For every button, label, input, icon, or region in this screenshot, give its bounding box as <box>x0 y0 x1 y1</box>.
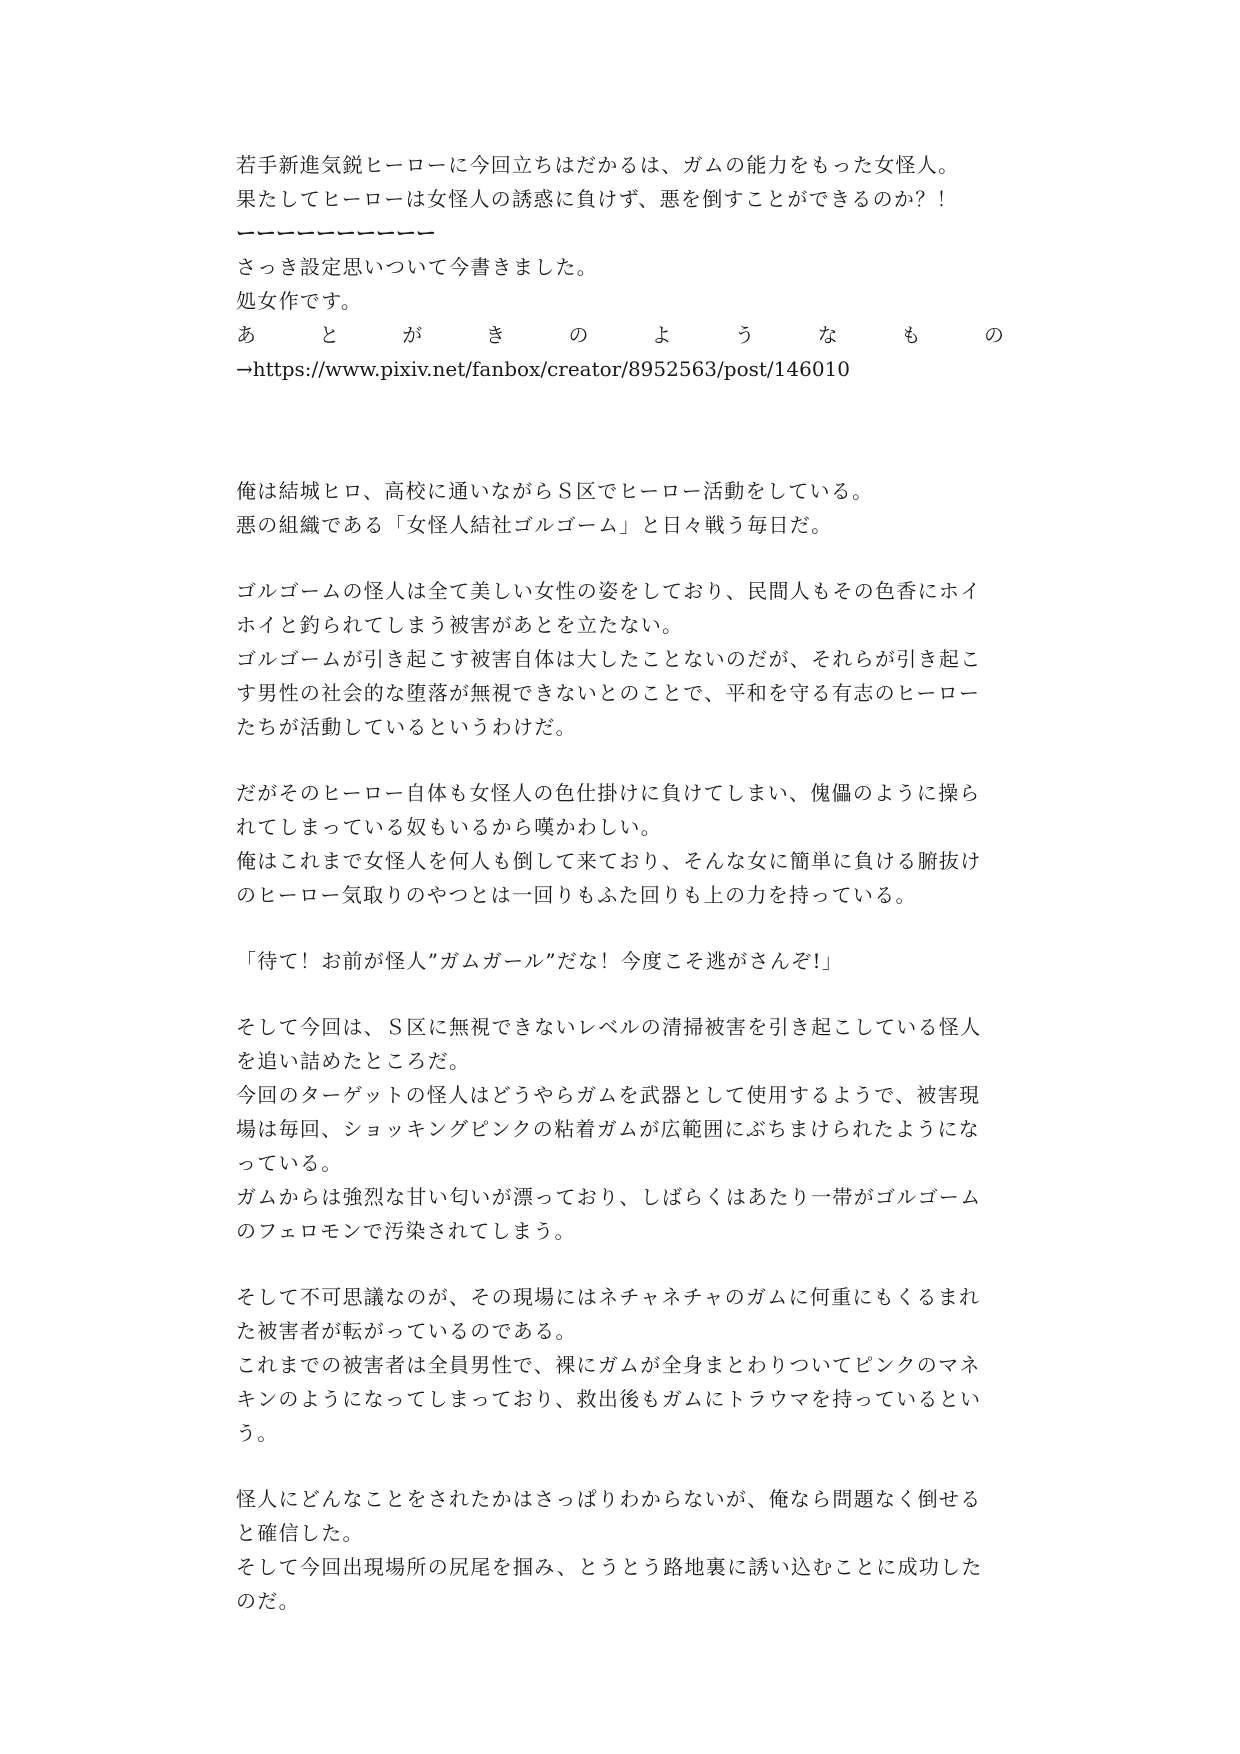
afterword-char: あ <box>236 323 256 347</box>
text-line: のヒーロー気取りのやつとは一回りもふた回りも上の力を持っている。 <box>236 883 917 907</box>
synopsis-line: 果たしてヒーローは女怪人の誘惑に負けず、悪を倒すことができるのか？！ <box>236 187 958 211</box>
text-line: そして今回は、Ｓ区に無視できないレベルの清掃被害を引き起こしている怪人 <box>236 1015 982 1039</box>
synopsis-line: 若手新進気鋭ヒーローに今回立ちはだかるは、ガムの能力をもった女怪人。 <box>236 153 960 177</box>
author-note-line: さっき設定思いついて今書きました。 <box>236 255 599 279</box>
dialogue-line: 「待て！お前が怪人”ガムガール”だな！今度こそ逃がさんぞ!」 <box>236 949 844 973</box>
text-line: そして今回出現場所の尻尾を掴み、とうとう路地裏に誘い込むことに成功した <box>236 1555 983 1579</box>
afterword-link[interactable]: →https://www.pixiv.net/fanbox/creator/8952563/post/146010 <box>236 357 850 381</box>
text-line: キンのようになってしまっており、救出後もガムにトラウマを持っているとい <box>236 1387 982 1411</box>
afterword-label <box>236 318 1006 352</box>
text-line: そして不可思議なのが、その現場にはネチャネチャのガムに何重にもくるまれ <box>236 1285 981 1309</box>
preface-section <box>236 148 1006 386</box>
text-line: だがそのヒーロー自体も女怪人の色仕掛けに負けてしまい、傀儡のように操ら <box>236 781 981 805</box>
text-line: 悪の組織である「女怪人結社ゴルゴーム」と日々戦う毎日だ。 <box>236 513 833 537</box>
text-line: と確信した。 <box>236 1521 364 1545</box>
text-line: 場は毎回、ショッキングピンクの粘着ガムが広範囲にぶちまけられたようにな <box>236 1117 981 1141</box>
afterword-char: よ <box>651 323 672 347</box>
afterword-char: と <box>319 323 340 347</box>
divider-line: ーーーーーーーーーー <box>236 221 436 245</box>
afterword-char: う <box>734 323 755 347</box>
paragraph <box>236 574 1006 744</box>
dialogue-paragraph <box>236 944 1006 978</box>
text-line: ゴルゴームが引き起こす被害自体は大したことないのだが、それらが引き起こ <box>236 647 982 671</box>
paragraph <box>236 1010 1006 1248</box>
text-line: ガムからは強烈な甘い匂いが漂っており、しばらくはあたり一帯がゴルゴーム <box>236 1185 982 1209</box>
text-line: のだ。 <box>236 1589 300 1613</box>
paragraph <box>236 776 1006 912</box>
text-line: たちが活動しているというわけだ。 <box>236 715 577 739</box>
text-line: ゴルゴームの怪人は全て美しい女性の姿をしており、民間人もその色香にホイ <box>236 579 982 603</box>
afterword-char: も <box>900 323 921 347</box>
text-line: た被害者が転がっているのである。 <box>236 1319 577 1343</box>
text-line: 怪人にどんなことをされたかはさっぱりわからないが、俺なら問題なく倒せる <box>236 1487 982 1511</box>
paragraph <box>236 474 1006 542</box>
text-line: っている。 <box>236 1151 343 1175</box>
afterword-char: の <box>568 323 589 347</box>
story-body <box>236 474 1006 1618</box>
author-note-line: 処女作です。 <box>236 289 363 313</box>
text-line: 今回のターゲットの怪人はどうやらガムを武器として使用するようで、被害現 <box>236 1083 981 1107</box>
text-line: れてしまっている奴もいるから嘆かわしい。 <box>236 815 662 839</box>
text-line: ホイと釣られてしまう被害があとを立たない。 <box>236 613 684 637</box>
afterword-char: が <box>402 323 423 347</box>
afterword-char: き <box>485 323 506 347</box>
text-line: のフェロモンで汚染されてしまう。 <box>236 1219 576 1243</box>
text-line: 俺はこれまで女怪人を何人も倒して来ており、そんな女に簡単に負ける腑抜け <box>236 849 982 873</box>
text-line: 俺は結城ヒロ、高校に通いながらＳ区でヒーロー活動をしている。 <box>236 479 874 503</box>
text-line: う。 <box>236 1421 279 1445</box>
text-line: これまでの被害者は全員男性で、裸にガムが全身まとわりついてピンクのマネ <box>236 1353 981 1377</box>
afterword-char: な <box>817 323 838 347</box>
text-line: を追い詰めたところだ。 <box>236 1049 471 1073</box>
paragraph <box>236 1482 1006 1618</box>
text-line: す男性の社会的な堕落が無視できないとのことで、平和を守る有志のヒーロー <box>236 681 981 705</box>
afterword-char: の <box>983 323 1004 347</box>
paragraph <box>236 1280 1006 1450</box>
